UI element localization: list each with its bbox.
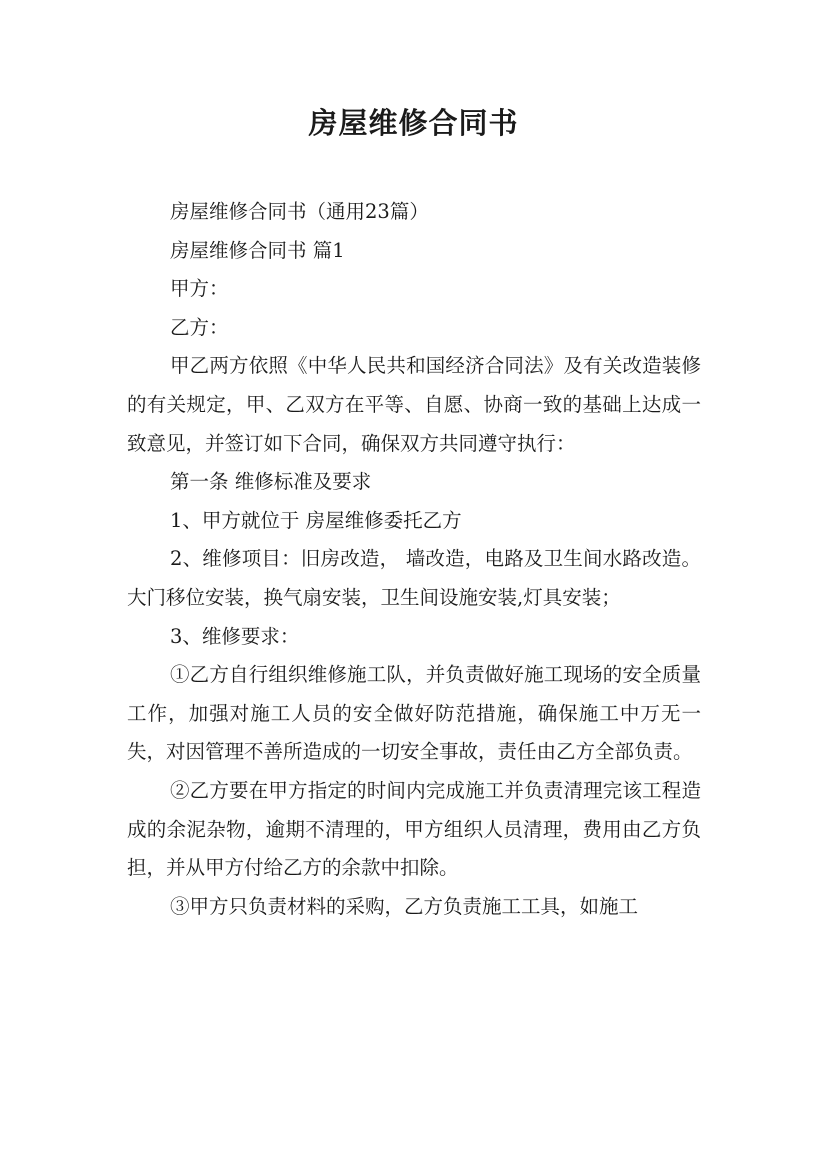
paragraph-requirement-1: ①乙方自行组织维修施工队，并负责做好施工现场的安全质量工作，加强对施工人员的安全做好防范措施，确保施工中万无一失，对因管理不善所造成的一切安全事故，责任由乙方全部负责。 — [127, 663, 701, 764]
paragraph-requirement-3: ③甲方只负责材料的采购，乙方负责施工工具，如施工 — [170, 894, 639, 918]
paragraph-party-a: 甲方： — [170, 277, 229, 301]
paragraph-preamble: 甲乙两方依照《中华人民共和国经济合同法》及有关改造装修的有关规定，甲、乙双方在平等、自愿、协商一致的基础上达成一致意见，并签订如下合同，确保双方共同遵守执行： — [127, 354, 701, 455]
paragraph-section-heading: 房屋维修合同书 篇1 — [170, 238, 345, 262]
paragraph-article-one: 第一条 维修标准及要求 — [170, 470, 372, 494]
paragraph-clause-2: 2、维修项目：旧房改造， 墙改造，电路及卫生间水路改造。大门移位安装，换气扇安装，卫生间设施安装,灯具安装； — [127, 547, 701, 609]
paragraph-clause-3: 3、维修要求： — [170, 624, 300, 648]
document-body — [127, 193, 701, 926]
document-title: 房屋维修合同书 — [308, 106, 519, 140]
paragraph-party-b: 乙方： — [170, 315, 229, 339]
paragraph-subtitle: 房屋维修合同书（通用23篇） — [170, 200, 429, 223]
paragraph-clause-1: 1、甲方就位于 房屋维修委托乙方 — [170, 508, 462, 532]
paragraph-requirement-2: ②乙方要在甲方指定的时间内完成施工并负责清理完该工程造成的余泥杂物，逾期不清理的，甲方组织人员清理，费用由乙方负担，并从甲方付给乙方的余款中扣除。 — [127, 778, 701, 880]
